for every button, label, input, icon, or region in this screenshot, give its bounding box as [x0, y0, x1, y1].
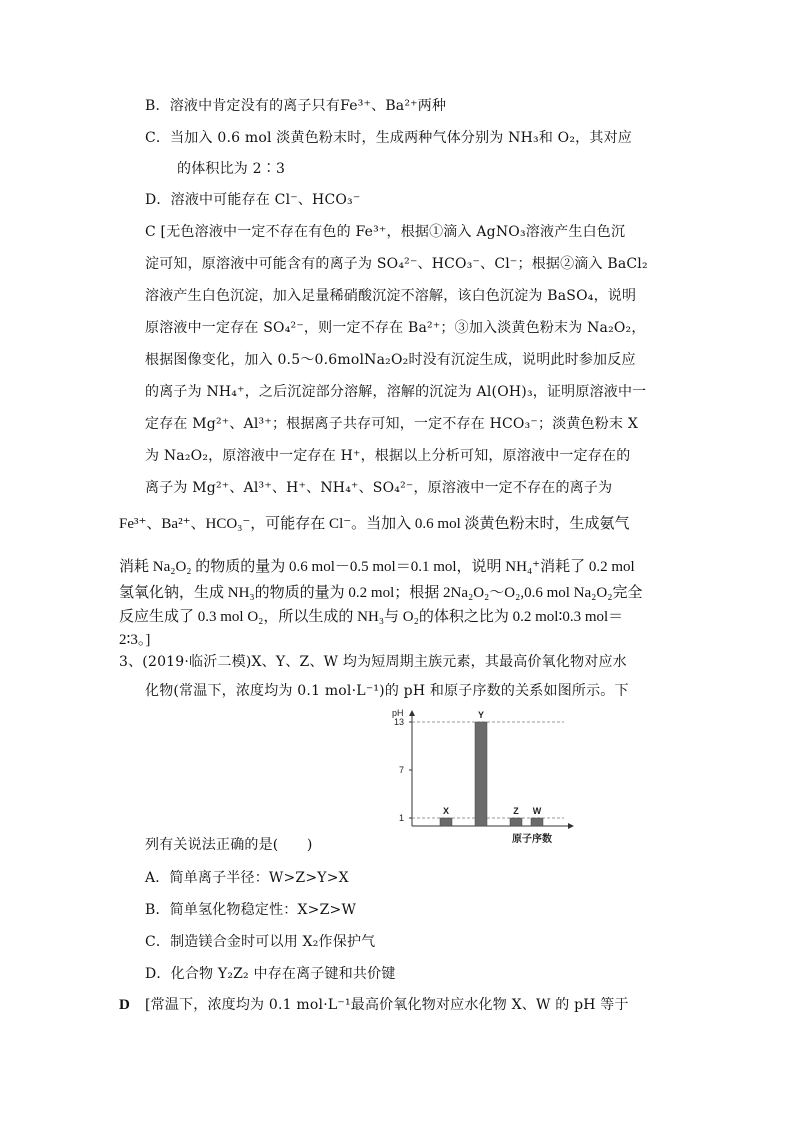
explanation-line-5: 根据图像变化，加入 0.5～0.6molNa₂O₂时没有沉淀生成，说明此时参加反应: [145, 352, 636, 368]
explanation-line-11: 消耗 Na₂O₂ 的物质的量为 0.6 mol－0.5 mol＝0.1 mol，说明 NH₄⁺消耗了 0.2 mol: [119, 559, 635, 575]
bar-label: W: [532, 806, 542, 816]
y-axis-label: pH: [392, 708, 404, 718]
option-d-q3: D．化合物 Y₂Z₂ 中存在离子键和共价键: [145, 966, 396, 982]
explanation-line-8: 为 Na₂O₂，原溶液中一定存在 H⁺，根据以上分析可知，原溶液中一定存在的: [145, 448, 631, 464]
explanation-line-10: Fe³⁺、Ba²⁺、HCO₃⁻，可能存在 Cl⁻。当加入 0.6 mol 淡黄色粉末时，生成氨气: [119, 516, 630, 532]
bar: [510, 818, 522, 826]
question-3-line3: 列有关说法正确的是( ): [145, 837, 313, 853]
explanation-line-9: 离子为 Mg²⁺、Al³⁺、H⁺、NH₄⁺、SO₄²⁻，原溶液中一定不存在的离子为: [145, 480, 613, 496]
bar: [475, 722, 487, 826]
x-axis-arrow: [568, 823, 574, 829]
option-b: B．溶液中肯定没有的离子只有Fe³⁺、Ba²⁺两种: [145, 98, 447, 114]
answer-explanation: [常温下，浓度均为 0.1 mol·L⁻¹最高价氧化物对应水化物 X、W 的 pH 等于: [145, 997, 629, 1013]
explanation-line-7: 定存在 Mg²⁺、Al³⁺；根据离子共存可知，一定不存在 HCO₃⁻；淡黄色粉末 X: [145, 416, 639, 432]
y-tick-label: 7: [398, 765, 404, 775]
explanation-line-12: 氢氧化钠，生成 NH₃的物质的量为 0.2 mol；根据 2Na₂O₂～O₂,0.6 mol Na₂O₂完全: [119, 585, 643, 601]
bar-label: X: [442, 806, 450, 816]
option-d: D．溶液中可能存在 Cl⁻、HCO₃⁻: [145, 192, 361, 208]
y-tick-label: 13: [393, 717, 404, 727]
answer-letter: D: [119, 997, 131, 1013]
y-axis-arrow: [409, 710, 415, 716]
explanation-line-2: 淀可知，原溶液中可能含有的离子为 SO₄²⁻、HCO₃⁻、Cl⁻；根据②滴入 BaCl₂: [145, 256, 648, 272]
bar: [440, 818, 452, 826]
bar-label: Y: [477, 710, 485, 720]
option-c-q3: C．制造镁合金时可以用 X₂作保护气: [145, 934, 376, 950]
explanation-line-14: 2∶3。]: [119, 632, 151, 648]
option-b-q3: B．简单氢化物稳定性：X>Z>W: [145, 902, 357, 918]
explanation-line-4: 原溶液中一定存在 SO₄²⁻，则一定不存在 Ba²⁺；③加入淡黄色粉末为 Na₂O₂，: [145, 320, 646, 336]
explanation-line-3: 溶液产生白色沉淀，加入足量稀硝酸沉淀不溶解，该白色沉淀为 BaSO₄，说明: [145, 288, 637, 304]
option-c-line1: C．当加入 0.6 mol 淡黄色粉末时，生成两种气体分别为 NH₃和 O₂，其对应: [145, 130, 632, 146]
ph-bar-chart: [380, 706, 580, 856]
explanation-line-13: 反应生成了 0.3 mol O₂，所以生成的 NH₃与 O₂的体积之比为 0.2 mol∶0.3 mol＝: [119, 609, 624, 625]
explanation-line-6: 的离子为 NH₄⁺，之后沉淀部分溶解，溶解的沉淀为 Al(OH)₃，证明原溶液中一: [145, 384, 647, 400]
y-tick-label: 1: [398, 813, 404, 823]
x-axis-label: 原子序数: [512, 834, 552, 845]
option-a: A．简单离子半径：W>Z>Y>X: [145, 870, 349, 886]
question-3-line2: 化物(常温下，浓度均为 0.1 mol·L⁻¹)的 pH 和原子序数的关系如图所示。下: [145, 683, 629, 699]
question-3-line1: 3、(2019·临沂二模)X、Y、Z、W 均为短周期主族元素，其最高价氧化物对应水: [119, 654, 627, 670]
bar: [531, 818, 543, 826]
explanation-line-1: C [无色溶液中一定不存在有色的 Fe³⁺，根据①滴入 AgNO₃溶液产生白色沉: [145, 224, 626, 240]
option-c-line2: 的体积比为 2∶3: [177, 161, 286, 177]
bar-label: Z: [513, 806, 519, 816]
